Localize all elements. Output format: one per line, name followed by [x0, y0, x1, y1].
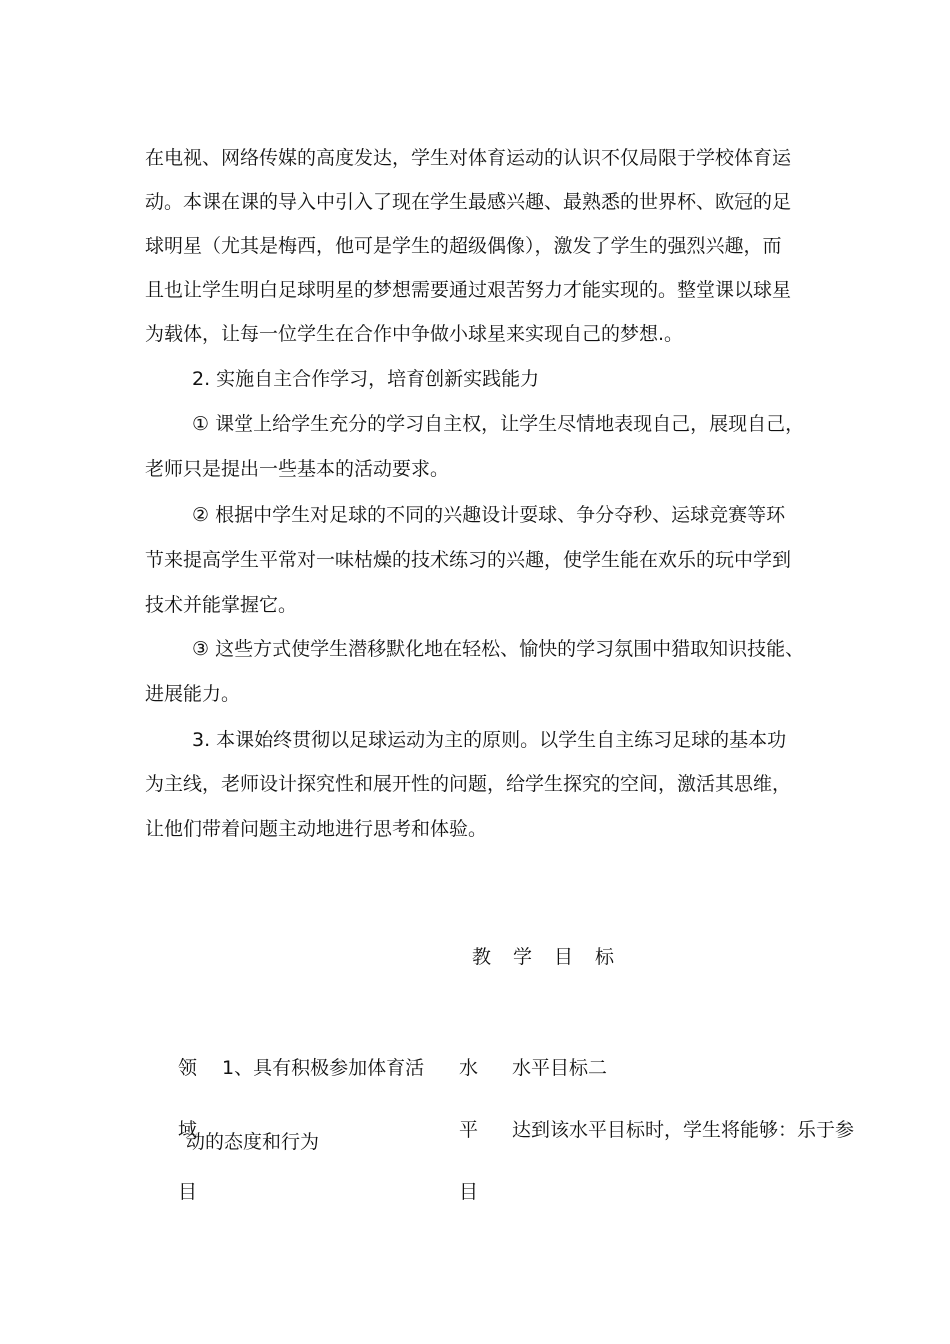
section-heading: 教学目标 — [472, 946, 637, 968]
level-label-char: 目 — [459, 1181, 479, 1203]
paragraph-line: 老师只是提出一些基本的活动要求。 — [145, 458, 450, 480]
paragraph-line: 3. 本课始终贯彻以足球运动为主的原则。以学生自主练习足球的基本功 — [192, 729, 787, 751]
paragraph-line: 在电视、网络传媒的高度发达，学生对体育运动的认识不仅局限于学校体育运 — [145, 147, 792, 169]
domain-label-char: 目 — [178, 1181, 198, 1203]
paragraph-line: 动。本课在课的导入中引入了现在学生最感兴趣、最熟悉的世界杯、欧冠的足 — [145, 191, 792, 213]
paragraph-line: 且也让学生明白足球明星的梦想需要通过艰苦努力才能实现的。整堂课以球星 — [145, 279, 792, 301]
paragraph-line: 为载体，让每一位学生在合作中争做小球星来实现自己的梦想.。 — [145, 323, 684, 345]
level-goal-title: 水平目标二 — [512, 1057, 608, 1079]
level-goal-text: 达到该水平目标时，学生将能够：乐于参 — [512, 1119, 855, 1141]
paragraph-line: 进展能力。 — [145, 683, 241, 705]
paragraph-line: 让他们带着问题主动地进行思考和体验。 — [145, 818, 488, 840]
paragraph-line: 2. 实施自主合作学习，培育创新实践能力 — [192, 368, 540, 390]
level-label-char: 水 — [459, 1057, 479, 1079]
paragraph-line: ③ 这些方式使学生潜移默化地在轻松、愉快的学习氛围中猎取知识技能、 — [192, 638, 805, 660]
paragraph-line: 节来提高学生平常对一味枯燥的技术练习的兴趣，使学生能在欢乐的玩中学到 — [145, 549, 792, 571]
paragraph-line: ① 课堂上给学生充分的学习自主权，让学生尽情地表现自己，展现自己， — [192, 413, 805, 435]
paragraph-line: 技术并能掌握它。 — [145, 594, 298, 616]
level-label-char: 平 — [459, 1119, 479, 1141]
paragraph-line: 球明星（尤其是梅西，他可是学生的超级偶像），激发了学生的强烈兴趣，而 — [145, 235, 782, 257]
domain-label-char: 领 — [178, 1057, 198, 1079]
domain-goal-text: 动的态度和行为 — [186, 1131, 320, 1153]
domain-goal-text: 1、具有积极参加体育活 — [222, 1057, 425, 1079]
paragraph-line: 为主线，老师设计探究性和展开性的问题，给学生探究的空间，激活其思维， — [145, 773, 792, 795]
paragraph-line: ② 根据中学生对足球的不同的兴趣设计耍球、争分夺秒、运球竞赛等环 — [192, 504, 786, 526]
domain-label-char: 域 — [178, 1119, 198, 1141]
